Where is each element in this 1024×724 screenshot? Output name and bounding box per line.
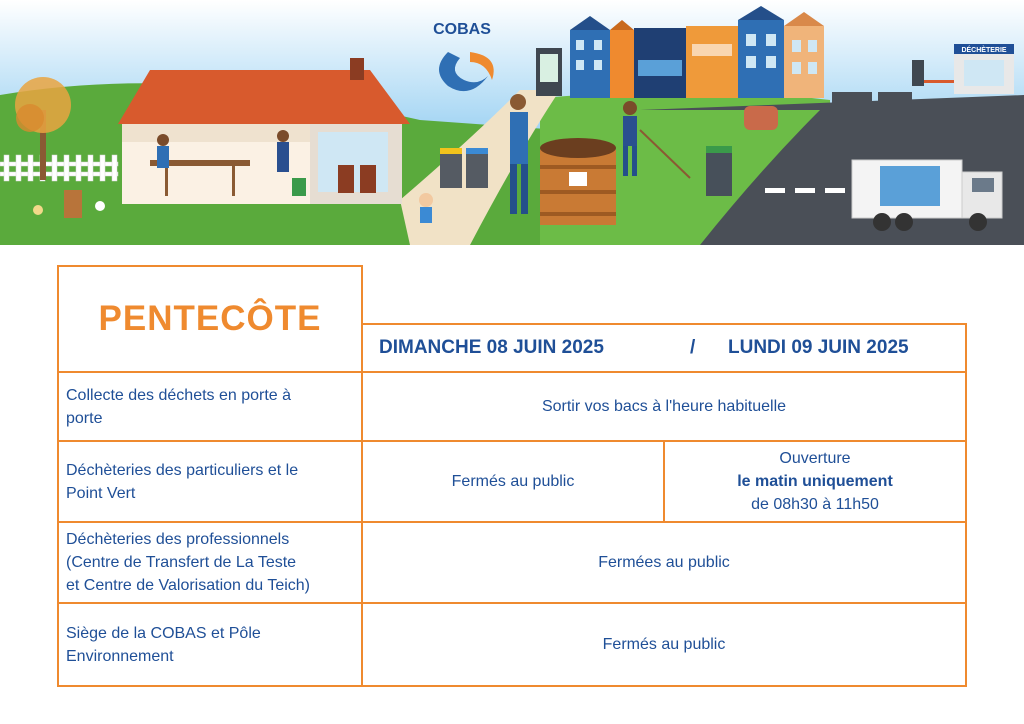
label-line: Collecte des déchets en porte à bbox=[66, 386, 292, 404]
dechetterie-sign: DÉCHÈTERIE bbox=[961, 47, 1007, 54]
date-separator: / bbox=[690, 337, 696, 358]
value-text: Fermés au public bbox=[602, 636, 726, 653]
value-line: Ouverture bbox=[779, 450, 851, 467]
logo-text: COBAS bbox=[433, 21, 491, 38]
table-row-value bbox=[363, 523, 965, 602]
value-line: de 08h30 à 11h50 bbox=[751, 496, 879, 513]
table-row-label bbox=[57, 373, 361, 440]
table-row-value-day1 bbox=[363, 442, 663, 521]
value-text: Fermées au public bbox=[598, 554, 730, 571]
table-row-value bbox=[363, 373, 965, 440]
value-line-emphasis: le matin uniquement bbox=[737, 473, 893, 490]
label-line: porte bbox=[66, 409, 103, 427]
title-text: PENTECÔTE bbox=[98, 299, 322, 338]
value-text: Sortir vos bacs à l'heure habituelle bbox=[541, 398, 787, 415]
label-line: Siège de la COBAS et Pôle bbox=[66, 624, 261, 642]
label-line: Point Vert bbox=[66, 484, 136, 502]
value-text: Fermés au public bbox=[451, 473, 575, 490]
label-line: (Centre de Transfert de La Teste bbox=[66, 554, 297, 571]
day2-header: LUNDI 09 JUIN 2025 bbox=[728, 337, 909, 358]
day1-header: DIMANCHE 08 JUIN 2025 bbox=[379, 337, 604, 358]
table-row-label bbox=[57, 604, 361, 685]
banner-illustration bbox=[0, 0, 1024, 245]
table-row-label bbox=[57, 442, 361, 521]
table-row-label bbox=[57, 523, 361, 602]
label-line: Environnement bbox=[66, 647, 174, 665]
table-row-value-day2 bbox=[665, 442, 965, 521]
page-title bbox=[57, 265, 363, 373]
label-line: Déchèteries des professionnels bbox=[66, 531, 290, 548]
label-line: et Centre de Valorisation du Teich) bbox=[66, 577, 310, 594]
table-row-value bbox=[363, 604, 965, 685]
label-line: Déchèteries des particuliers et le bbox=[66, 461, 299, 479]
dates-header bbox=[361, 323, 967, 373]
